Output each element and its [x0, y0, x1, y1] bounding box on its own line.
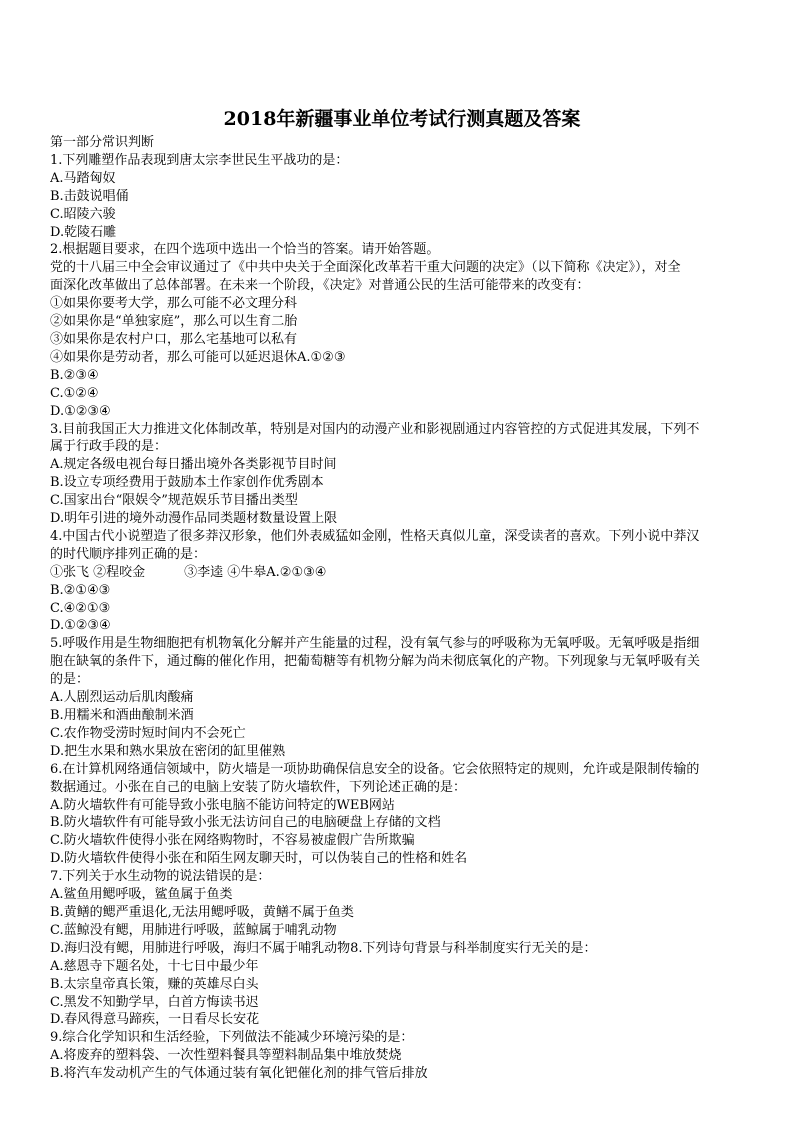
text-line: C.昭陵六骏	[50, 206, 116, 222]
text-line: 数据通过。小张在自己的电脑上安装了防火墙软件，下列论述正确的是：	[50, 779, 467, 795]
document-body	[50, 134, 754, 1083]
text-line: B.击鼓说唱俑	[50, 188, 129, 204]
text-line: A.将废弃的塑料袋、一次性塑料餐具等塑料制品集中堆放焚烧	[50, 1048, 402, 1064]
text-line: 的是：	[50, 672, 90, 688]
text-line: 第一部分常识判断	[50, 135, 155, 150]
text-line: 属于行政手段的是：	[50, 439, 168, 455]
text-line: A.慈恩寺下题名处，十七日中最少年	[50, 958, 259, 974]
text-line: 党的十八届三中全会审议通过了《中共中央关于全面深化改革若干重大问题的决定》（以下简称《决定》），对全	[50, 260, 681, 276]
text-line: D.①②③④	[50, 403, 111, 419]
text-line: B.②③④	[50, 367, 99, 383]
text-line: 1.下列雕塑作品表现到唐太宗李世民生平战功的是：	[50, 152, 349, 168]
text-line: D.春风得意马蹄疾，一日看尽长安花	[50, 1012, 260, 1028]
text-line: 7.下列关于水生动物的说法错误的是：	[50, 869, 271, 885]
text-line: A.防火墙软件有可能导致小张电脑不能访问特定的WEB网站	[50, 797, 395, 813]
text-line: ④如果你是劳动者，那么可能可以延迟退休A.①②③	[50, 349, 346, 365]
text-line: 面深化改革做出了总体部署。在未来一个阶段，《决定》对普通公民的生活可能带来的改变有：	[50, 278, 590, 294]
text-line: 3.目前我国正大力推进文化体制改革，特别是对国内的动漫产业和影视剧通过内容管控的方式促进其发展，下列不	[50, 421, 700, 437]
text-line: A.规定各级电视台每日播出境外各类影视节目时间	[50, 457, 337, 473]
text-line: B.设立专项经费用于鼓励本土作家创作优秀剧本	[50, 475, 324, 491]
text-line: 6.在计算机网络通信领域中，防火墙是一项协助确保信息安全的设备。它会依照特定的规则，允许或是限制传输的	[50, 761, 700, 777]
text-line: 2.根据题目要求，在四个选项中选出一个恰当的答案。请开始答题。	[50, 242, 440, 258]
text-line: A.马踏匈奴	[50, 170, 116, 186]
text-line: C.④②①③	[50, 600, 111, 616]
document-title: 2018年新疆事业单位考试行测真题及答案	[223, 108, 581, 130]
text-line: B.太宗皇帝真长策，赚的英雄尽白头	[50, 976, 259, 992]
text-line: C.黑发不知勤学早，白首方悔读书迟	[50, 994, 259, 1010]
text-line: ③如果你是农村户口，那么宅基地可以私有	[50, 331, 298, 347]
text-line: B.用糯米和酒曲酿制米酒	[50, 708, 194, 723]
text-line: B.②①④③	[50, 582, 111, 598]
text-line: B.黄鳝的鳃严重退化,无法用鳃呼吸，黄鳝不属于鱼类	[50, 904, 354, 920]
text-line: 4.中国古代小说塑造了很多莽汉形象，他们外表威猛如金刚，性格天真似儿童，深受读者的喜欢。下列小说中莽汉	[50, 528, 700, 544]
text-line: ②如果你是“单独家庭”，那么可以生育二胎	[50, 314, 298, 330]
text-line: C.①②④	[50, 385, 99, 401]
text-line: D.把生水果和熟水果放在密闭的缸里催熟	[50, 743, 286, 759]
text-line: D.①②③④	[50, 618, 111, 634]
text-line: D.防火墙软件使得小张在和陌生网友聊天时，可以伪装自己的性格和姓名	[50, 851, 468, 867]
text-line: ①张飞 ②程咬金 ③李逵 ④牛皋A.②①③④	[50, 564, 327, 580]
text-line: 胞在缺氧的条件下，通过酶的催化作用，把葡萄糖等有机物分解为尚未彻底氧化的产物。下列现象与无氧呼吸有关	[50, 654, 701, 670]
text-line: D.海归没有鳃，用肺进行呼吸，海归不属于哺乳动物8.下列诗句背景与科举制度实行无关的是：	[50, 940, 597, 956]
text-line: C.国家出台“限娱令”规范娱乐节目播出类型	[50, 493, 298, 509]
text-line: ①如果你要考大学，那么可能不必文理分科	[50, 296, 298, 312]
text-line: 5.呼吸作用是生物细胞把有机物氧化分解并产生能量的过程，没有氧气参与的呼吸称为无氧呼吸。无氧呼吸是指细	[50, 636, 700, 652]
text-line: 的时代顺序排列正确的是：	[50, 546, 207, 562]
text-line: A.人剧烈运动后肌肉酸痛	[50, 690, 194, 706]
text-line: C.农作物受涝时短时间内不会死亡	[50, 725, 246, 741]
text-line: 9.综合化学知识和生活经验，下列做法不能减少环境污染的是：	[50, 1030, 414, 1046]
text-line: C.防火墙软件使得小张在网络购物时，不容易被虚假广告所欺骗	[50, 833, 415, 849]
text-line: B.将汽车发动机产生的气体通过装有氧化钯催化剂的排气管后排放	[50, 1066, 428, 1082]
text-line: B.防火墙软件有可能导致小张无法访问自己的电脑硬盘上存储的文档	[50, 815, 441, 831]
text-line: A.鲨鱼用鳃呼吸，鲨鱼属于鱼类	[50, 887, 233, 903]
text-line: D.乾陵石雕	[50, 224, 117, 240]
text-line: C.蓝鲸没有鳃，用肺进行呼吸，蓝鲸属于哺乳动物	[50, 922, 337, 938]
text-line: D.明年引进的境外动漫作品同类题材数量设置上限	[50, 511, 338, 527]
